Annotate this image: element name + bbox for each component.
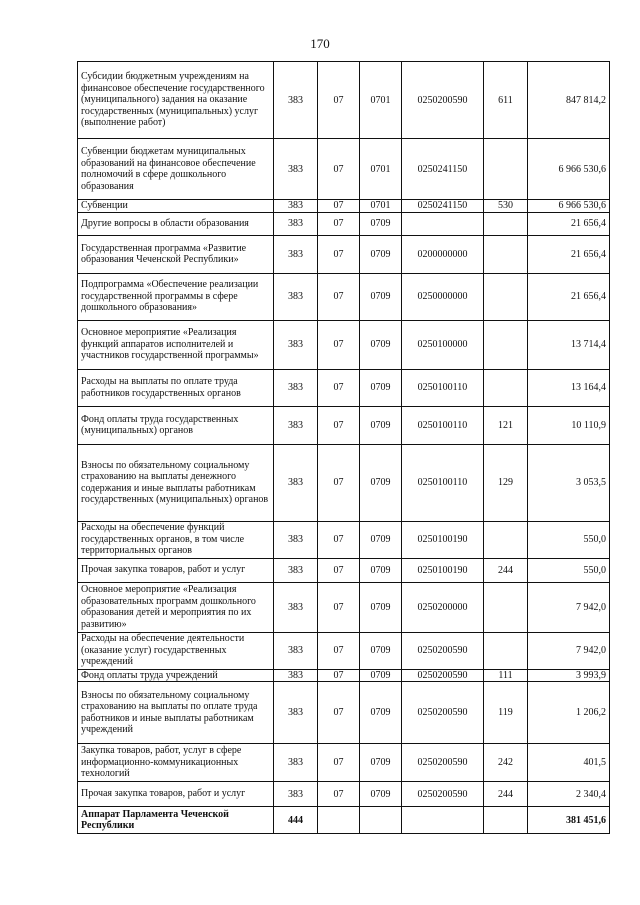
row-rz-cell: 07 xyxy=(318,558,360,582)
row-pr-cell: 0709 xyxy=(360,744,402,782)
row-sum-cell: 7 942,0 xyxy=(528,582,610,632)
row-vr-cell: 111 xyxy=(484,669,528,682)
row-sum-cell: 13 164,4 xyxy=(528,369,610,406)
row-vr-cell: 244 xyxy=(484,782,528,807)
row-name-cell: Расходы на обеспечение деятельности (оказание услуг) государственных учреждений xyxy=(78,632,274,669)
row-sum-cell: 381 451,6 xyxy=(528,807,610,834)
row-name-cell: Аппарат Парламента Чеченской Республики xyxy=(78,807,274,834)
row-sum-cell: 7 942,0 xyxy=(528,632,610,669)
page-number: 170 xyxy=(310,36,330,51)
row-csr-cell: 0250200590 xyxy=(402,744,484,782)
row-name-cell: Субвенции бюджетам муниципальных образований на финансовое обеспечение полномочий в сфере дошкольного образования xyxy=(78,139,274,200)
row-ved-cell: 383 xyxy=(274,632,318,669)
row-sum-cell: 3 993,9 xyxy=(528,669,610,682)
row-ved-cell: 383 xyxy=(274,320,318,369)
row-rz-cell: 07 xyxy=(318,582,360,632)
row-csr-cell: 0250000000 xyxy=(402,273,484,320)
row-pr-cell: 0709 xyxy=(360,669,402,682)
row-pr-cell: 0709 xyxy=(360,369,402,406)
row-name-cell: Расходы на обеспечение функций государственных органов, в том числе территориальных органов xyxy=(78,521,274,558)
row-ved-cell: 383 xyxy=(274,369,318,406)
table-row xyxy=(78,62,610,139)
row-ved-cell: 383 xyxy=(274,744,318,782)
row-ved-cell: 383 xyxy=(274,782,318,807)
row-csr-cell: 0250200000 xyxy=(402,582,484,632)
row-sum-cell: 21 656,4 xyxy=(528,273,610,320)
row-pr-cell: 0709 xyxy=(360,582,402,632)
row-name-cell: Основное мероприятие «Реализация функций аппаратов исполнителей и участников государственной программы» xyxy=(78,320,274,369)
row-sum-cell: 2 340,4 xyxy=(528,782,610,807)
row-sum-cell: 21 656,4 xyxy=(528,212,610,235)
row-sum-cell: 21 656,4 xyxy=(528,235,610,273)
row-name-cell: Закупка товаров, работ, услуг в сфере информационно-коммуникационных технологий xyxy=(78,744,274,782)
row-vr-cell xyxy=(484,139,528,200)
row-csr-cell: 0250100190 xyxy=(402,558,484,582)
row-rz-cell: 07 xyxy=(318,406,360,444)
row-vr-cell xyxy=(484,632,528,669)
row-rz-cell: 07 xyxy=(318,682,360,744)
row-pr-cell: 0709 xyxy=(360,212,402,235)
row-vr-cell xyxy=(484,521,528,558)
row-rz-cell: 07 xyxy=(318,782,360,807)
table-row xyxy=(78,558,610,582)
row-ved-cell: 383 xyxy=(274,273,318,320)
row-pr-cell: 0709 xyxy=(360,444,402,521)
row-name-cell: Прочая закупка товаров, работ и услуг xyxy=(78,558,274,582)
row-pr-cell: 0709 xyxy=(360,558,402,582)
row-ved-cell: 383 xyxy=(274,235,318,273)
row-csr-cell: 0250241150 xyxy=(402,139,484,200)
row-name-cell: Фонд оплаты труда учреждений xyxy=(78,669,274,682)
row-vr-cell xyxy=(484,212,528,235)
row-name-cell: Субсидии бюджетным учреждениям на финансовое обеспечение государственного (муниципального) задания на оказание государственных (муниципальных) услуг (выполнение работ) xyxy=(78,62,274,139)
row-vr-cell xyxy=(484,807,528,834)
row-rz-cell: 07 xyxy=(318,744,360,782)
row-name-cell: Государственная программа «Развитие образования Чеченской Республики» xyxy=(78,235,274,273)
row-ved-cell: 383 xyxy=(274,444,318,521)
row-vr-cell: 129 xyxy=(484,444,528,521)
row-sum-cell: 6 966 530,6 xyxy=(528,139,610,200)
row-rz-cell: 07 xyxy=(318,139,360,200)
row-csr-cell: 0250200590 xyxy=(402,62,484,139)
row-sum-cell: 550,0 xyxy=(528,521,610,558)
row-csr-cell: 0250100110 xyxy=(402,406,484,444)
row-pr-cell: 0701 xyxy=(360,139,402,200)
row-rz-cell: 07 xyxy=(318,320,360,369)
table-row xyxy=(78,273,610,320)
row-name-cell: Прочая закупка товаров, работ и услуг xyxy=(78,782,274,807)
row-csr-cell: 0250241150 xyxy=(402,200,484,213)
row-sum-cell: 401,5 xyxy=(528,744,610,782)
table-row xyxy=(78,200,610,213)
row-ved-cell: 383 xyxy=(274,139,318,200)
table-row xyxy=(78,320,610,369)
table-row xyxy=(78,369,610,406)
table-row xyxy=(78,807,610,834)
row-rz-cell: 07 xyxy=(318,235,360,273)
table-row xyxy=(78,521,610,558)
table-row xyxy=(78,782,610,807)
row-csr-cell: 0250200590 xyxy=(402,782,484,807)
row-vr-cell: 121 xyxy=(484,406,528,444)
row-name-cell: Фонд оплаты труда государственных (муниципальных) органов xyxy=(78,406,274,444)
row-pr-cell: 0701 xyxy=(360,62,402,139)
row-rz-cell: 07 xyxy=(318,521,360,558)
row-rz-cell: 07 xyxy=(318,200,360,213)
row-csr-cell: 0250100000 xyxy=(402,320,484,369)
row-name-cell: Основное мероприятие «Реализация образовательных программ дошкольного образования детей и мероприятия по их развитию» xyxy=(78,582,274,632)
table-row xyxy=(78,406,610,444)
row-pr-cell: 0709 xyxy=(360,235,402,273)
row-name-cell: Расходы на выплаты по оплате труда работников государственных органов xyxy=(78,369,274,406)
row-sum-cell: 550,0 xyxy=(528,558,610,582)
row-ved-cell: 383 xyxy=(274,558,318,582)
row-rz-cell: 07 xyxy=(318,444,360,521)
row-csr-cell: 0250200590 xyxy=(402,669,484,682)
row-ved-cell: 444 xyxy=(274,807,318,834)
row-name-cell: Взносы по обязательному социальному страхованию на выплаты денежного содержания и иные выплаты работникам государственных (муниципальных) органов xyxy=(78,444,274,521)
row-sum-cell: 13 714,4 xyxy=(528,320,610,369)
row-pr-cell: 0709 xyxy=(360,406,402,444)
table-row xyxy=(78,139,610,200)
budget-table xyxy=(77,61,610,834)
row-pr-cell: 0709 xyxy=(360,682,402,744)
row-pr-cell: 0709 xyxy=(360,320,402,369)
row-sum-cell: 1 206,2 xyxy=(528,682,610,744)
row-vr-cell xyxy=(484,273,528,320)
row-csr-cell xyxy=(402,807,484,834)
row-rz-cell: 07 xyxy=(318,212,360,235)
row-rz-cell: 07 xyxy=(318,62,360,139)
row-pr-cell: 0709 xyxy=(360,782,402,807)
row-csr-cell: 0250100110 xyxy=(402,369,484,406)
row-pr-cell: 0709 xyxy=(360,521,402,558)
row-vr-cell xyxy=(484,369,528,406)
row-ved-cell: 383 xyxy=(274,212,318,235)
table-row xyxy=(78,582,610,632)
row-ved-cell: 383 xyxy=(274,521,318,558)
row-pr-cell: 0709 xyxy=(360,273,402,320)
row-pr-cell: 0701 xyxy=(360,200,402,213)
table-row xyxy=(78,682,610,744)
row-pr-cell: 0709 xyxy=(360,632,402,669)
row-csr-cell: 0200000000 xyxy=(402,235,484,273)
row-ved-cell: 383 xyxy=(274,62,318,139)
row-pr-cell xyxy=(360,807,402,834)
row-sum-cell: 3 053,5 xyxy=(528,444,610,521)
row-rz-cell xyxy=(318,807,360,834)
row-csr-cell: 0250100110 xyxy=(402,444,484,521)
row-ved-cell: 383 xyxy=(274,682,318,744)
row-csr-cell: 0250200590 xyxy=(402,632,484,669)
row-csr-cell: 0250100190 xyxy=(402,521,484,558)
row-sum-cell: 847 814,2 xyxy=(528,62,610,139)
row-name-cell: Субвенции xyxy=(78,200,274,213)
row-csr-cell xyxy=(402,212,484,235)
row-ved-cell: 383 xyxy=(274,582,318,632)
table-row xyxy=(78,744,610,782)
row-name-cell: Другие вопросы в области образования xyxy=(78,212,274,235)
row-vr-cell xyxy=(484,582,528,632)
row-vr-cell: 242 xyxy=(484,744,528,782)
row-rz-cell: 07 xyxy=(318,369,360,406)
row-rz-cell: 07 xyxy=(318,632,360,669)
row-sum-cell: 6 966 530,6 xyxy=(528,200,610,213)
row-ved-cell: 383 xyxy=(274,406,318,444)
row-rz-cell: 07 xyxy=(318,273,360,320)
row-ved-cell: 383 xyxy=(274,200,318,213)
row-vr-cell: 530 xyxy=(484,200,528,213)
table-row xyxy=(78,212,610,235)
row-name-cell: Подпрограмма «Обеспечение реализации государственной программы в сфере дошкольного образования» xyxy=(78,273,274,320)
row-vr-cell xyxy=(484,320,528,369)
row-csr-cell: 0250200590 xyxy=(402,682,484,744)
row-vr-cell: 244 xyxy=(484,558,528,582)
row-vr-cell xyxy=(484,235,528,273)
row-ved-cell: 383 xyxy=(274,669,318,682)
row-vr-cell: 611 xyxy=(484,62,528,139)
table-row xyxy=(78,235,610,273)
table-row xyxy=(78,632,610,669)
row-rz-cell: 07 xyxy=(318,669,360,682)
row-name-cell: Взносы по обязательному социальному страхованию на выплаты по оплате труда работников и иные выплаты работникам учреждений xyxy=(78,682,274,744)
row-vr-cell: 119 xyxy=(484,682,528,744)
table-row xyxy=(78,669,610,682)
table-row xyxy=(78,444,610,521)
row-sum-cell: 10 110,9 xyxy=(528,406,610,444)
